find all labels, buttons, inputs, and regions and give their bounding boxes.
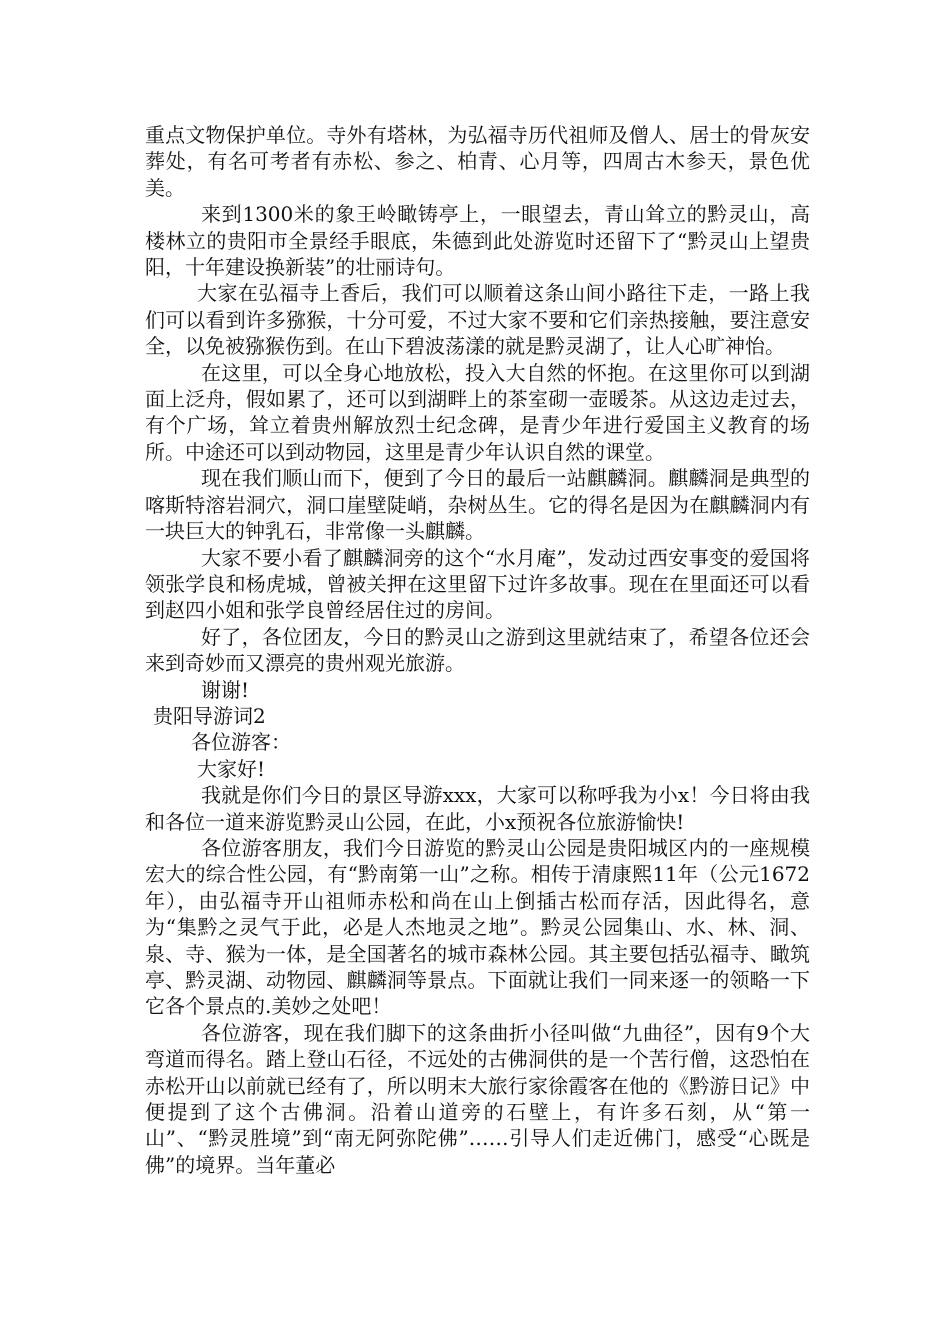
paragraph-2: 来到1300米的象王岭瞰铸亭上，一眼望去，青山耸立的黔灵山，高楼林立的贵阳市全景经手眼底，朱德到此处游览时还留下了“黔灵山上望贵阳，十年建设换新装”的壮丽诗句。 bbox=[145, 202, 810, 280]
paragraph-6: 大家不要小看了麒麟洞旁的这个“水月庵”，发动过西安事变的爱国将领张学良和杨虎城，曾被关押在这里留下过许多故事。现在在里面还可以看到赵四小姐和张学良曾经居住过的房间。 bbox=[145, 545, 810, 623]
paragraph-intro: 我就是你们今日的景区导游xxx，大家可以称呼我为小x！今日将由我和各位一道来游览黔灵山公园，在此，小x预祝各位旅游愉快! bbox=[145, 783, 810, 834]
paragraph-3: 大家在弘福寺上香后，我们可以顺着这条山间小路往下走，一路上我们可以看到许多猕猴，十分可爱，不过大家不要和它们亲热接触，要注意安全，以免被猕猴伤到。在山下碧波荡漾的就是黔灵湖了，让人心旷神怡。 bbox=[145, 281, 810, 359]
document-page bbox=[145, 122, 810, 1178]
closing-thanks: 谢谢! bbox=[201, 677, 250, 702]
paragraph-7: 好了，各位团友，今日的黔灵山之游到这里就结束了，希望各位还会来到奇妙而又漂亮的贵州观光旅游。 bbox=[145, 624, 810, 676]
paragraph-5: 现在我们顺山而下，便到了今日的最后一站麒麟洞。麒麟洞是典型的喀斯特溶岩洞穴，洞口崖壁陡峭，杂树丛生。它的得名是因为在麒麟洞内有一块巨大的钟乳石，非常像一头麒麟。 bbox=[145, 466, 810, 544]
paragraph-park: 各位游客朋友，我们今日游览的黔灵山公园是贵阳城区内的一座规模宏大的综合性公园，有“黔南第一山”之称。相传于清康熙11年（公元1672年），由弘福寺开山祖师赤松和尚在山上倒插古松而存活，因此得名，意为“集黔之灵气于此，必是人杰地灵之地”。黔灵公园集山、水、林、洞、泉、寺、猴为一体，是全国著名的城市森林公园。其主要包括弘福寺、瞰筑亭、黔灵湖、动物园、麒麟洞等景点。下面就让我们一同来逐一的领略一下它各个景点的.美妙之处吧！ bbox=[145, 835, 810, 1019]
paragraph-4: 在这里，可以全身心地放松，投入大自然的怀抱。在这里你可以到湖面上泛舟，假如累了，还可以到湖畔上的茶室砌一壶暖茶。从这边走过去，有个广场，耸立着贵州解放烈士纪念碑，是青少年进行爱国主义教育的场所。中途还可以到动物园，这里是青少年认识自然的课堂。 bbox=[145, 360, 810, 464]
paragraph-1: 重点文物保护单位。寺外有塔林，为弘福寺历代祖师及僧人、居士的骨灰安葬处，有名可考者有赤松、参之、柏青、心月等，四周古木参天，景色优美。 bbox=[145, 123, 810, 200]
greeting-hello: 大家好! bbox=[197, 756, 266, 781]
paragraph-path: 各位游客，现在我们脚下的这条曲折小径叫做“九曲径”，因有9个大弯道而得名。踏上登山石径，不远处的古佛洞供的是一个苦行僧，这恐怕在赤松开山以前就已经有了，所以明末大旅行家徐霞客在他的《黔游日记》中便提到了这个古佛洞。沿着山道旁的石壁上，有许多石刻，从“第一山”、“黔灵胜境”到“南无阿弥陀佛”……引导人们走近佛门，感受“心既是佛”的境界。当年董必 bbox=[145, 1020, 810, 1177]
section-heading: 贵阳导游词2 bbox=[153, 703, 266, 728]
greeting-audience: 各位游客： bbox=[191, 730, 291, 755]
